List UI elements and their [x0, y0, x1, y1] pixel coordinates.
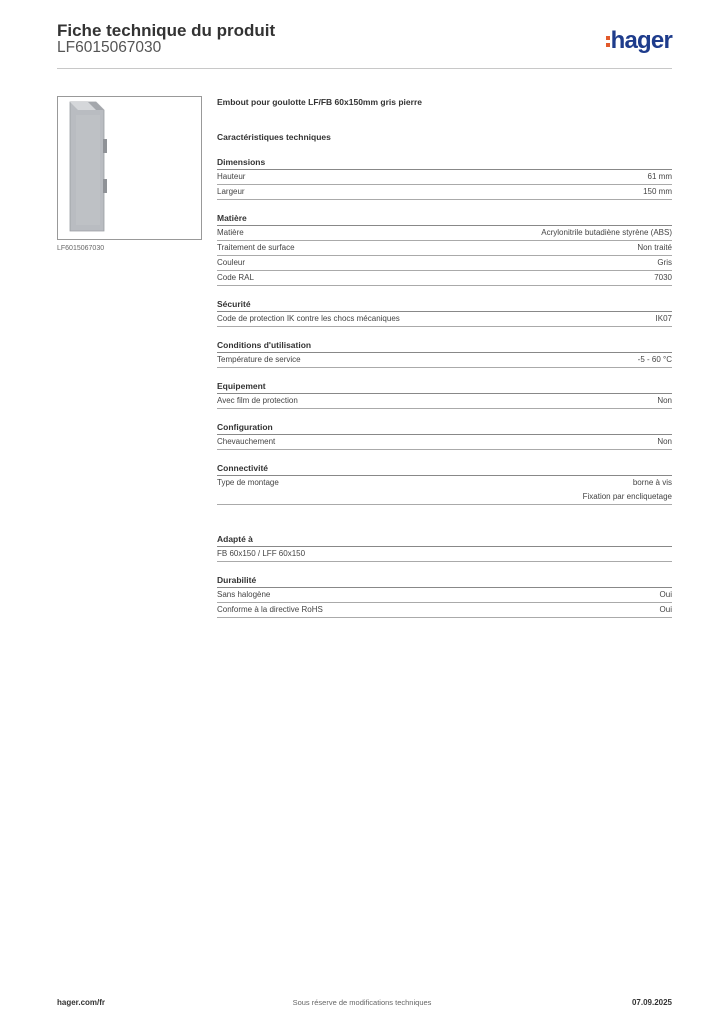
footer-disclaimer: Sous réserve de modifications techniques [292, 998, 432, 1007]
product-image [57, 96, 202, 240]
spec-value: IK07 [655, 314, 672, 323]
header-divider [57, 68, 672, 69]
section-title: Dimensions [217, 156, 672, 170]
product-reference: LF6015067030 [57, 39, 162, 56]
spec-row [217, 312, 672, 327]
spec-value: Non traité [637, 243, 672, 252]
spec-value: borne à vis [632, 478, 672, 487]
section-title: Connectivité [217, 462, 672, 476]
spec-label: Avec film de protection [217, 396, 298, 405]
spec-label: Couleur [217, 258, 246, 267]
spec-value: 150 mm [643, 187, 672, 196]
spec-label: Type de montage [217, 478, 279, 487]
section-durabilite [217, 574, 672, 618]
logo-text: hager [610, 27, 672, 54]
logo-dots-icon [606, 33, 610, 50]
section-title: Matière [217, 212, 672, 226]
section-title: Adapté à [217, 533, 672, 547]
spec-row [217, 476, 672, 505]
section-adapte [217, 533, 672, 562]
spec-value: Non [657, 437, 672, 446]
section-conditions [217, 339, 672, 368]
section-configuration [217, 421, 672, 450]
spec-row [217, 603, 672, 618]
spec-value: 7030 [654, 273, 672, 282]
section-title: Conditions d'utilisation [217, 339, 672, 353]
spec-label: Code de protection IK contre les chocs mécaniques [217, 314, 400, 323]
spec-row [217, 256, 672, 271]
spec-label: Conforme à la directive RoHS [217, 605, 323, 614]
section-title: Sécurité [217, 298, 672, 312]
image-caption: LF6015067030 [57, 245, 105, 252]
spec-value: Gris [657, 258, 672, 267]
page-title: Fiche technique du produit [57, 21, 276, 40]
spec-title: Caractéristiques techniques [217, 132, 331, 142]
section-matiere [217, 212, 672, 286]
section-equipement [217, 380, 672, 409]
spec-value: Acrylonitrile butadiène styrène (ABS) [541, 228, 672, 237]
spec-value: Oui [659, 590, 672, 599]
hager-logo [606, 27, 672, 55]
section-securite [217, 298, 672, 327]
spec-label: Code RAL [217, 273, 254, 282]
spec-value: Fixation par encliquetage [582, 492, 672, 501]
spec-label: Traitement de surface [217, 243, 295, 252]
spec-value: Non [657, 396, 672, 405]
spec-label: Sans halogène [217, 590, 271, 599]
spec-row [217, 241, 672, 256]
spec-label: Matière [217, 228, 244, 237]
spec-value-group [583, 476, 672, 504]
spec-label: FB 60x150 / LFF 60x150 [217, 549, 306, 558]
spec-row [217, 170, 672, 185]
spec-row [217, 185, 672, 200]
spec-value: Oui [659, 605, 672, 614]
spec-value: 61 mm [647, 172, 672, 181]
spec-row [217, 588, 672, 603]
spec-row [217, 271, 672, 286]
section-connectivite [217, 462, 672, 505]
spec-row [217, 353, 672, 368]
spec-content [217, 96, 672, 618]
section-title: Equipement [217, 380, 672, 394]
section-dimensions [217, 156, 672, 200]
spec-label: Chevauchement [217, 437, 276, 446]
end-cap-product-icon [58, 97, 201, 239]
spec-row [217, 226, 672, 241]
spec-row [217, 394, 672, 409]
spec-row [217, 435, 672, 450]
spec-label: Température de service [217, 355, 301, 364]
section-title: Durabilité [217, 574, 672, 588]
spec-label: Hauteur [217, 172, 246, 181]
spec-label: Largeur [217, 187, 245, 196]
spec-row [217, 547, 672, 562]
spec-value: -5 - 60 °C [637, 355, 672, 364]
section-title: Configuration [217, 421, 672, 435]
footer-website-link[interactable]: hager.com/fr [57, 998, 106, 1007]
footer-date: 07.09.2025 [631, 998, 672, 1007]
product-name: Embout pour goulotte LF/FB 60x150mm gris pierre [217, 97, 422, 107]
